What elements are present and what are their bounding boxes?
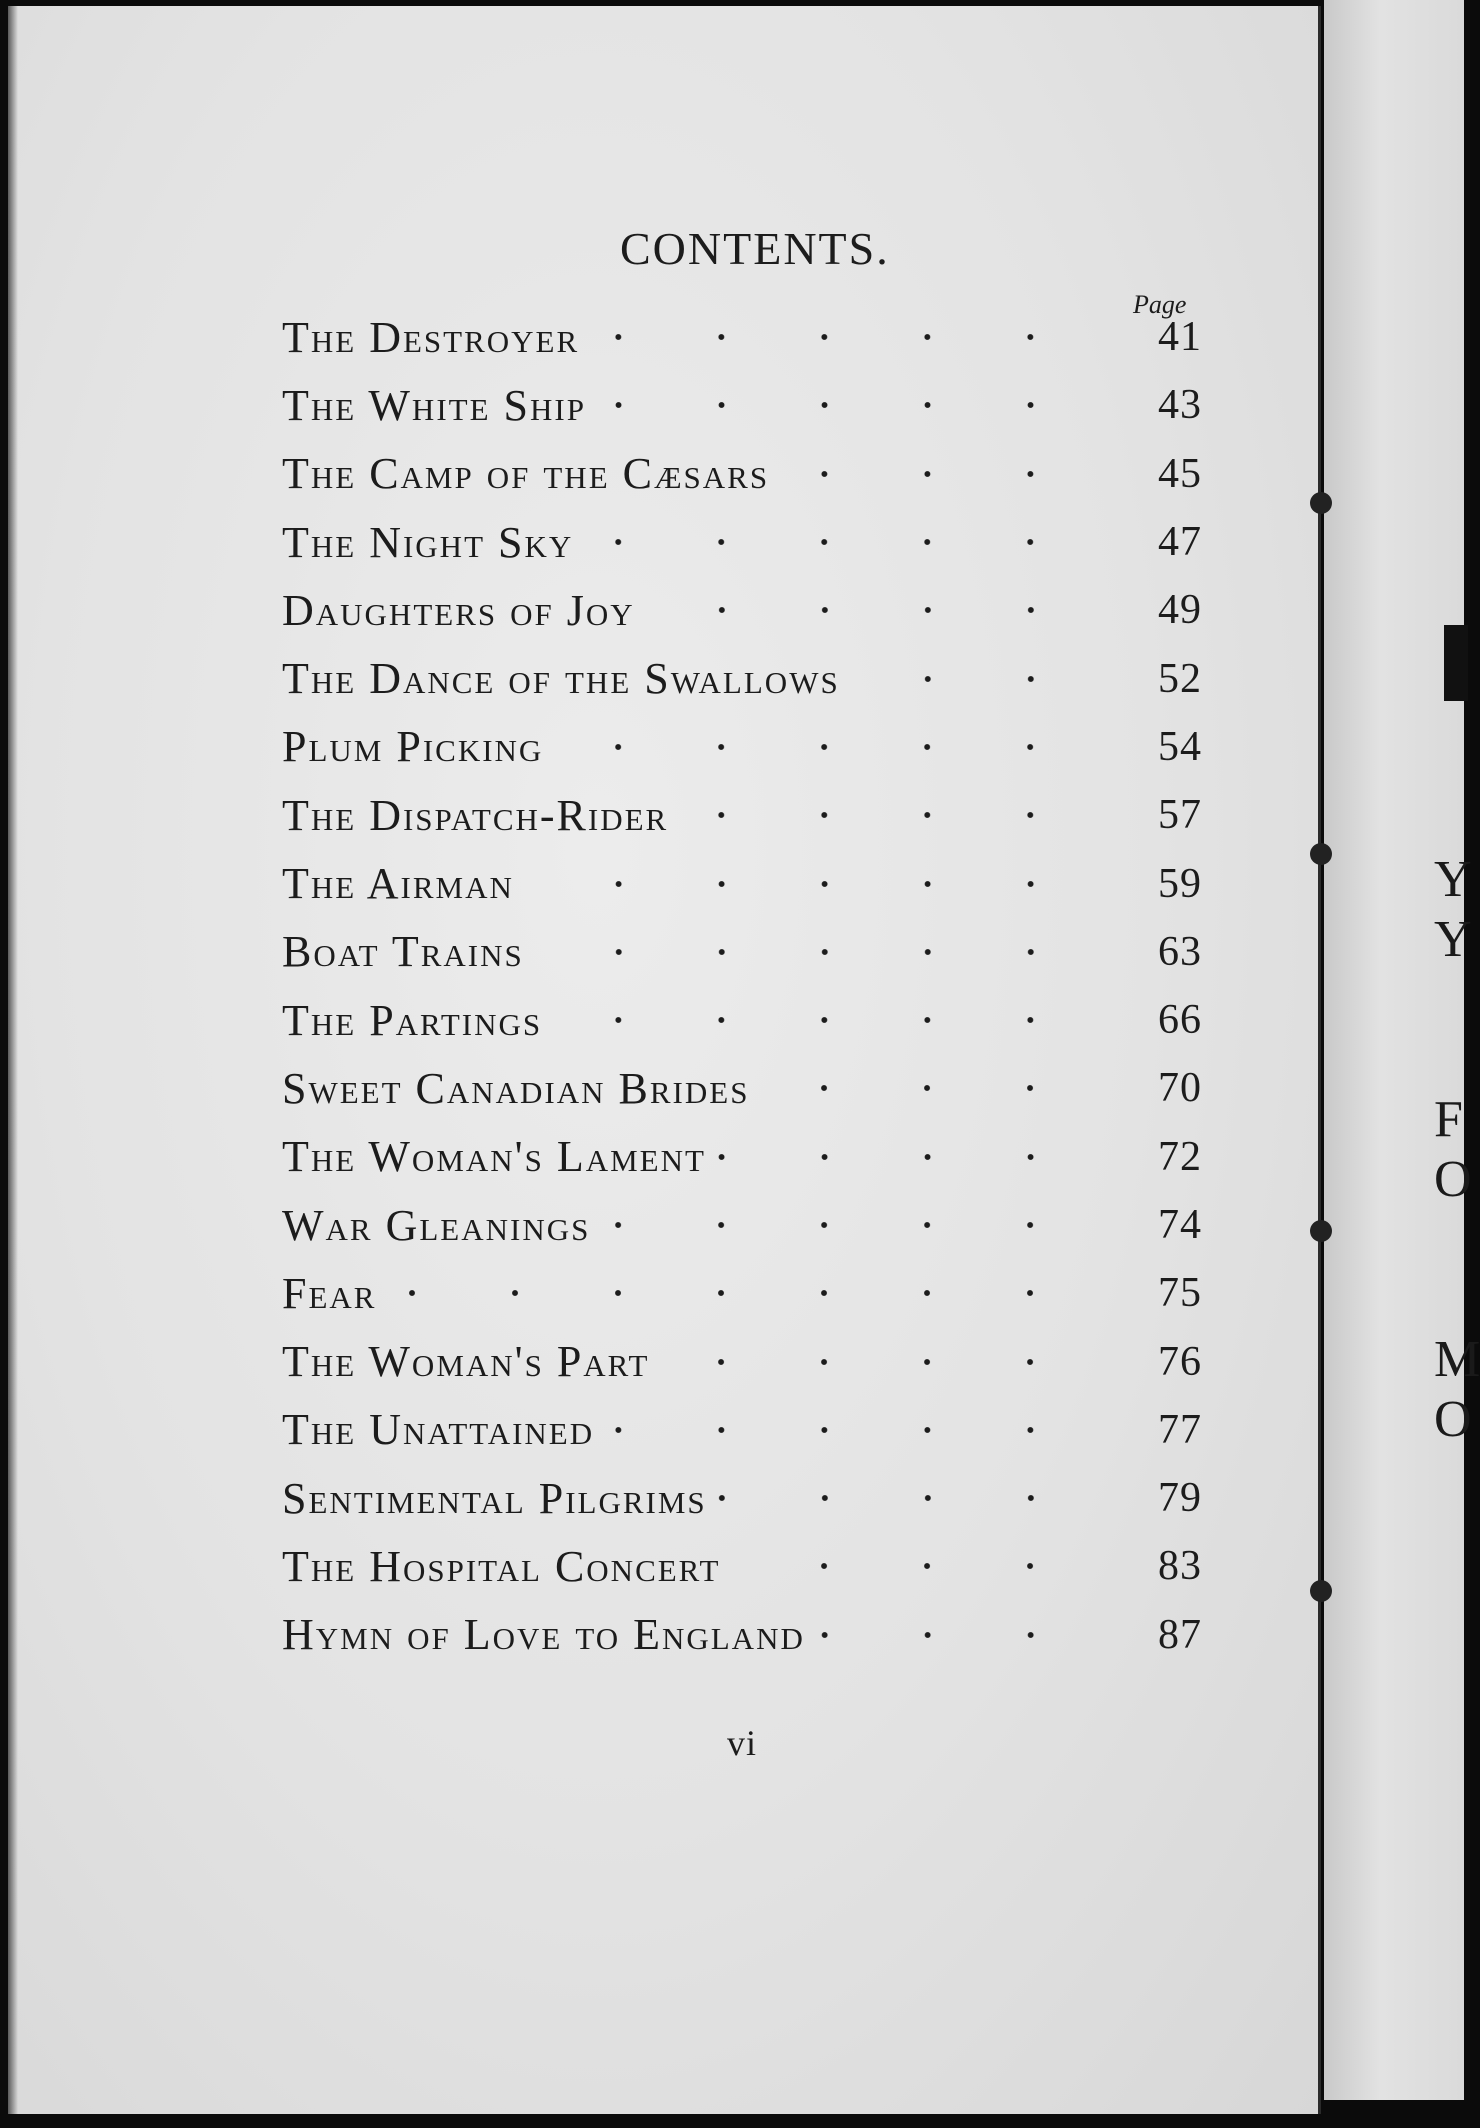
toc-entry xyxy=(282,713,1202,781)
toc-entry xyxy=(282,1601,1202,1669)
dot-leaders xyxy=(522,864,1092,904)
toc-entry-title: Plum Picking xyxy=(282,722,544,772)
facing-page-edge xyxy=(1324,0,1480,2100)
toc-entry xyxy=(282,1191,1202,1259)
toc-entry-title: The Dance of the Swallows xyxy=(282,654,840,704)
toc-entry xyxy=(282,1464,1202,1532)
toc-entry xyxy=(282,644,1202,712)
toc-entry xyxy=(282,1259,1202,1327)
facing-page-letter: F xyxy=(1434,1091,1463,1148)
dot-leaders xyxy=(714,1137,1092,1177)
toc-entry xyxy=(282,1054,1202,1122)
binding-stitch xyxy=(1310,1220,1332,1242)
toc-entry-title: Fear xyxy=(282,1268,377,1318)
toc-entry-page: 87 xyxy=(1158,1611,1202,1658)
toc-entry xyxy=(282,1396,1202,1464)
toc-entry-title: The White Ship xyxy=(282,380,586,430)
toc-entry-page: 74 xyxy=(1158,1202,1202,1248)
dot-leaders xyxy=(598,1205,1092,1245)
toc-entry-title: The Partings xyxy=(282,995,543,1045)
toc-entry-title: Daughters of Joy xyxy=(282,585,635,635)
dot-leaders xyxy=(757,1068,1092,1108)
toc-entry xyxy=(282,781,1202,849)
toc-entry-title: The Woman's Part xyxy=(282,1337,650,1387)
dot-leaders xyxy=(848,659,1092,699)
dot-leaders xyxy=(532,932,1092,972)
dot-leaders xyxy=(551,727,1092,767)
dot-leaders xyxy=(602,1410,1092,1450)
facing-page-initial-mark xyxy=(1444,625,1468,701)
toc-entry-page: 43 xyxy=(1158,382,1202,429)
dot-leaders xyxy=(581,522,1092,562)
toc-entry-page: 72 xyxy=(1158,1133,1202,1180)
toc-entry xyxy=(282,508,1202,576)
dot-leaders xyxy=(657,1342,1092,1382)
toc-entry-page: 45 xyxy=(1158,450,1202,497)
toc-entry-title: The Woman's Lament xyxy=(282,1132,706,1182)
dot-leaders xyxy=(550,1000,1092,1040)
toc-entry xyxy=(282,1123,1202,1191)
table-of-contents xyxy=(282,303,1202,1669)
toc-entry xyxy=(282,1327,1202,1395)
toc-entry-page: 47 xyxy=(1158,519,1202,566)
toc-entry xyxy=(282,849,1202,917)
toc-entry-page: 63 xyxy=(1158,928,1202,975)
binding-stitch xyxy=(1310,843,1332,865)
toc-entry-page: 75 xyxy=(1158,1270,1202,1317)
toc-entry-page: 79 xyxy=(1158,1475,1202,1522)
toc-entry-page: 76 xyxy=(1158,1338,1202,1385)
toc-entry-page: 70 xyxy=(1158,1065,1202,1112)
toc-entry-title: The Night Sky xyxy=(282,517,574,567)
toc-entry-page: 57 xyxy=(1158,792,1202,839)
contents-heading: CONTENTS. xyxy=(620,223,890,274)
toc-entry-title: The Dispatch-Rider xyxy=(282,790,669,840)
toc-entry-title: Boat Trains xyxy=(282,927,524,977)
toc-entry-title: Sweet Canadian Brides xyxy=(282,1063,750,1113)
toc-entry-title: The Unattained xyxy=(282,1405,595,1455)
dot-leaders xyxy=(594,385,1092,425)
toc-entry-page: 54 xyxy=(1158,723,1202,770)
toc-entry xyxy=(282,440,1202,508)
facing-page-letter: O xyxy=(1434,1151,1472,1208)
toc-entry-page: 41 xyxy=(1158,314,1202,361)
dot-leaders xyxy=(643,590,1092,630)
toc-entry-title: The Destroyer xyxy=(282,312,580,362)
dot-leaders xyxy=(813,1615,1092,1655)
toc-entry-page: 77 xyxy=(1158,1406,1202,1453)
toc-entry-page: 52 xyxy=(1158,655,1202,702)
dot-leaders xyxy=(384,1273,1092,1313)
toc-entry xyxy=(282,576,1202,644)
page-folio: vi xyxy=(727,1723,758,1763)
toc-entry xyxy=(282,303,1202,371)
toc-entry-title: Sentimental Pilgrims xyxy=(282,1473,707,1523)
dot-leaders xyxy=(728,1546,1092,1586)
toc-entry-page: 83 xyxy=(1158,1543,1202,1590)
facing-page-letter: M xyxy=(1434,1331,1480,1388)
toc-entry-title: The Camp of the Cæsars xyxy=(282,449,770,499)
facing-page-letter: O xyxy=(1434,1391,1472,1448)
facing-page-letter: Y xyxy=(1434,851,1472,908)
facing-page-letter: Y xyxy=(1434,911,1472,968)
dot-leaders xyxy=(676,795,1092,835)
toc-entry xyxy=(282,918,1202,986)
page-column-label: Page xyxy=(1133,290,1187,319)
dot-leaders xyxy=(777,454,1092,494)
toc-entry-page: 66 xyxy=(1158,997,1202,1044)
toc-entry xyxy=(282,986,1202,1054)
toc-entry-page: 49 xyxy=(1158,587,1202,634)
toc-entry-title: War Gleanings xyxy=(282,1200,591,1250)
toc-entry xyxy=(282,371,1202,439)
binding-stitch xyxy=(1310,492,1332,514)
toc-entry-page: 59 xyxy=(1158,860,1202,907)
toc-entry-title: Hymn of Love to England xyxy=(282,1610,805,1660)
toc-entry-title: The Airman xyxy=(282,859,514,909)
dot-leaders xyxy=(587,317,1092,357)
dot-leaders xyxy=(715,1478,1092,1518)
toc-entry xyxy=(282,1532,1202,1600)
binding-stitch xyxy=(1310,1580,1332,1602)
toc-entry-title: The Hospital Concert xyxy=(282,1541,721,1591)
